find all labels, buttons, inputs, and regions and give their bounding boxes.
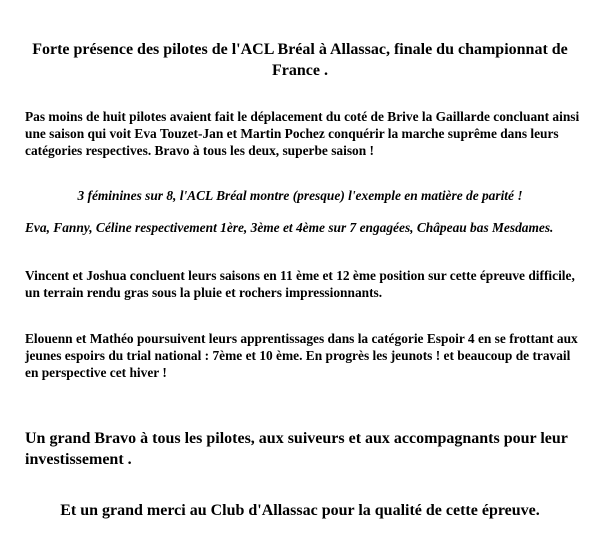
paragraph-thanks: Et un grand merci au Club d'Allassac pour la qualité de cette épreuve.: [60, 502, 540, 519]
paragraph-parity: 3 féminines sur 8, l'ACL Bréal montre (presque) l'exemple en matière de parité !: [77, 188, 523, 203]
paragraph-women-results: Eva, Fanny, Céline respectivement 1ère, 3ème et 4ème sur 7 engagées, Châpeau bas Mesdames.: [25, 220, 554, 235]
document-title: Forte présence des pilotes de l'ACL Bréal à Allassac, finale du championnat de France .: [32, 41, 568, 79]
paragraph-season-summary: Pas moins de huit pilotes avaient fait le déplacement du coté de Brive la Gaillarde concluant ainsi une saison qui voit Eva Touzet-Jan et Martin Pochez conquérir la marche suprême dans leurs catégories respectives. Bravo à tous les deux, superbe saison !: [25, 109, 580, 158]
paragraph-congratulations: Un grand Bravo à tous les pilotes, aux suiveurs et aux accompagnants pour leur investissement .: [25, 430, 568, 468]
paragraph-vincent-joshua: Vincent et Joshua concluent leurs saisons en 11 ème et 12 ème position sur cette épreuve difficile, un terrain rendu gras sous la pluie et rochers impressionnants.: [25, 268, 575, 300]
paragraph-elouenn-matheo: Elouenn et Mathéo poursuivent leurs apprentissages dans la catégorie Espoir 4 en se frottant aux jeunes espoirs du trial national : 7ème et 10 ème. En progrès les jeunots ! et beaucoup de travail en perspective cet hiver !: [25, 331, 578, 380]
